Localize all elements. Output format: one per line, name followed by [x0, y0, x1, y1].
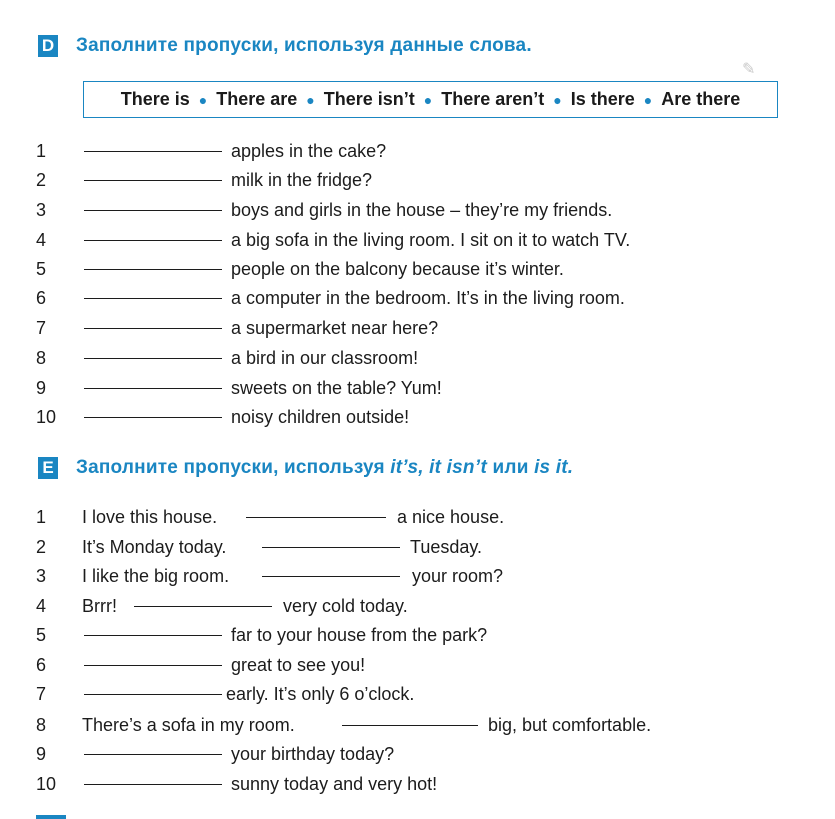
answer-blank[interactable]: [84, 269, 222, 270]
answer-blank[interactable]: [84, 210, 222, 211]
item-number: 7: [36, 317, 47, 338]
bullet-icon: ●: [643, 91, 653, 108]
instruction-option: is it.: [534, 457, 574, 478]
item-text-before: There’s a sofa in my room.: [82, 714, 295, 735]
answer-blank[interactable]: [84, 784, 222, 785]
item-number: 6: [36, 654, 47, 675]
item-text-after: sunny today and very hot!: [231, 773, 438, 794]
item-text: apples in the cake?: [231, 140, 387, 161]
pin-icon: ✎: [742, 61, 756, 78]
answer-blank[interactable]: [84, 240, 222, 241]
item-text: a computer in the bedroom. It’s in the living room.: [231, 287, 625, 308]
item-number: 7: [36, 683, 47, 704]
item-text-after: your birthday today?: [231, 743, 395, 764]
bullet-icon: ●: [198, 91, 208, 108]
item-text-after: big, but comfortable.: [488, 714, 652, 735]
item-number: 3: [36, 565, 47, 586]
item-text-after: Tuesday.: [410, 536, 483, 557]
answer-blank[interactable]: [84, 151, 222, 152]
answer-blank[interactable]: [84, 665, 222, 666]
item-number: 4: [36, 595, 47, 616]
item-number: 5: [36, 258, 47, 279]
word-there-is: There is: [120, 89, 190, 109]
answer-blank[interactable]: [246, 517, 386, 518]
item-text-after: far to your house from the park?: [231, 624, 488, 645]
answer-blank[interactable]: [342, 725, 478, 726]
item-text-before: I love this house.: [82, 506, 218, 527]
answer-blank[interactable]: [134, 606, 272, 607]
item-text: a bird in our classroom!: [231, 347, 419, 368]
item-text-after: a nice house.: [397, 506, 505, 527]
item-text: noisy children outside!: [231, 406, 410, 427]
answer-blank[interactable]: [84, 388, 222, 389]
word-there-isnt: There isn’t: [323, 89, 415, 109]
item-text: milk in the fridge?: [231, 169, 373, 190]
answer-blank[interactable]: [84, 754, 222, 755]
answer-blank[interactable]: [84, 635, 222, 636]
item-text: a big sofa in the living room. I sit on it to watch TV.: [231, 229, 631, 250]
item-number: 10: [36, 773, 57, 794]
item-number: 8: [36, 714, 47, 735]
item-number: 4: [36, 229, 47, 250]
item-number: 5: [36, 624, 47, 645]
item-text-after: great to see you!: [231, 654, 366, 675]
item-text: sweets on the table? Yum!: [231, 377, 442, 398]
item-text-after: your room?: [412, 565, 504, 586]
item-number: 8: [36, 347, 47, 368]
item-text-before: It’s Monday today.: [82, 536, 227, 557]
bullet-icon: ●: [423, 91, 433, 108]
answer-blank[interactable]: [262, 547, 400, 548]
word-there-arent: There aren’t: [441, 89, 545, 109]
instruction-text: Заполните пропуски, используя: [76, 457, 391, 478]
answer-blank[interactable]: [84, 180, 222, 181]
instruction-option: it’s, it isn’t: [390, 457, 488, 478]
item-text-before: I like the big room.: [82, 565, 230, 586]
bullet-icon: ●: [306, 91, 315, 108]
bullet-icon: ●: [553, 91, 562, 108]
item-number: 3: [36, 199, 47, 220]
section-e-header: [38, 457, 573, 479]
next-section-marker: [36, 815, 66, 819]
item-text-after: very cold today.: [283, 595, 408, 616]
item-text: people on the balcony because it’s winter.: [231, 258, 564, 279]
item-number: 6: [36, 287, 47, 308]
item-text-after: early. It’s only 6 o’clock.: [226, 683, 415, 704]
word-there-are: There are: [216, 89, 298, 109]
section-d-badge: D: [38, 35, 58, 57]
answer-blank[interactable]: [84, 694, 222, 695]
section-d-header: [38, 35, 532, 57]
item-number: 9: [36, 743, 47, 764]
item-number: 1: [36, 506, 47, 527]
section-e-instruction: [76, 457, 573, 479]
item-text: boys and girls in the house – they’re my friends.: [231, 199, 613, 220]
item-number: 9: [36, 377, 47, 398]
section-d-instruction: Заполните пропуски, используя данные слова.: [76, 35, 532, 56]
item-number: 2: [36, 536, 47, 557]
word-is-there: Is there: [570, 89, 635, 109]
item-text-before: Brrr!: [82, 595, 117, 616]
word-are-there: Are there: [661, 89, 741, 109]
answer-blank[interactable]: [84, 328, 222, 329]
answer-blank[interactable]: [84, 298, 222, 299]
instruction-text: или: [487, 457, 535, 478]
word-bank: [83, 81, 778, 118]
item-number: 10: [36, 406, 57, 427]
answer-blank[interactable]: [84, 417, 222, 418]
item-text: a supermarket near here?: [231, 317, 439, 338]
item-number: 2: [36, 169, 47, 190]
answer-blank[interactable]: [84, 358, 222, 359]
section-e-badge: E: [38, 457, 58, 479]
answer-blank[interactable]: [262, 576, 400, 577]
item-number: 1: [36, 140, 47, 161]
